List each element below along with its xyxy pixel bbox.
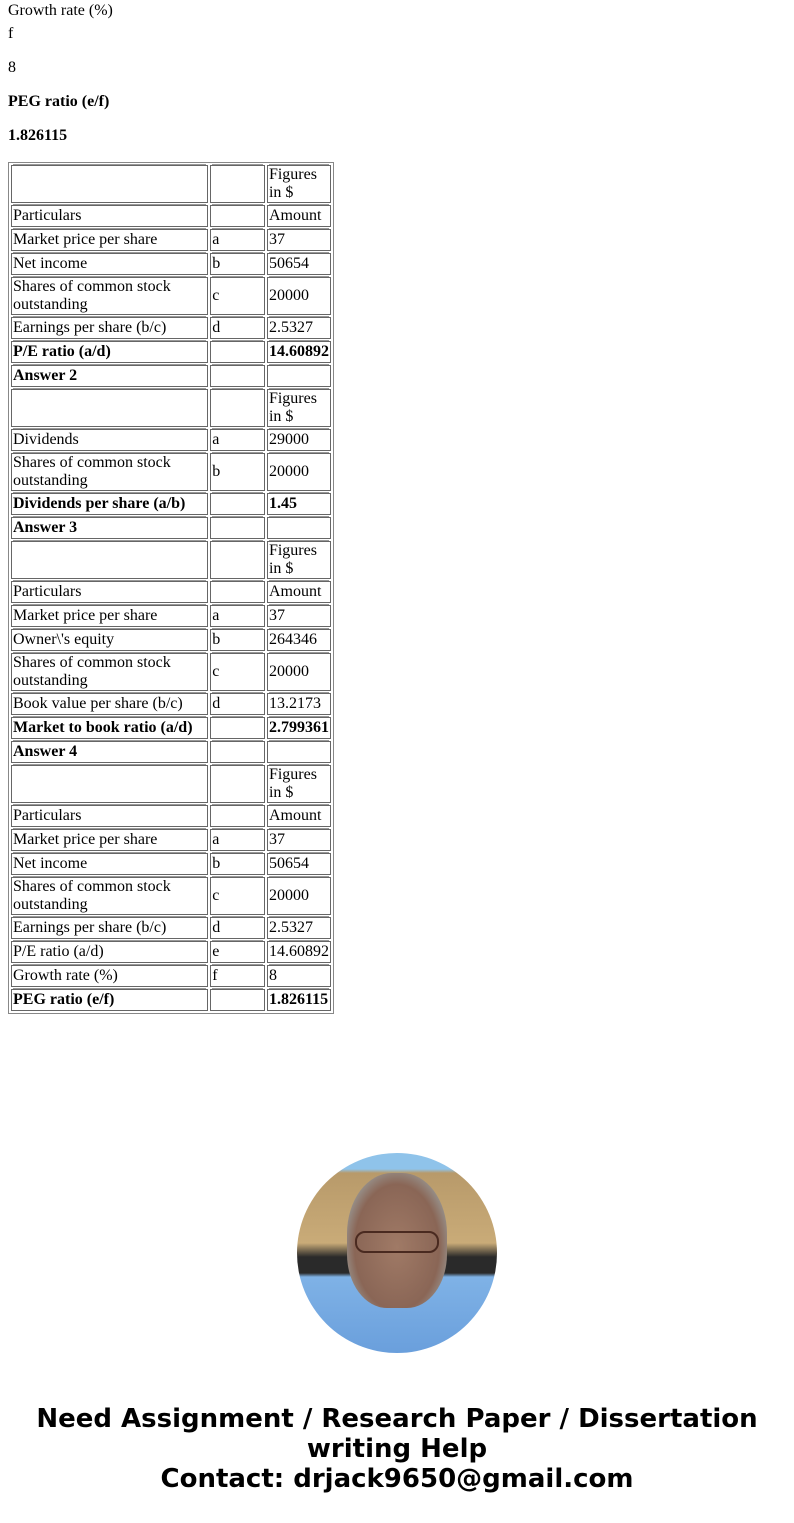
author-avatar [297, 1153, 497, 1353]
label-cell [210, 389, 265, 427]
particulars-cell: Answer 2 [11, 365, 208, 387]
table-row [11, 877, 331, 915]
label-cell: f [210, 965, 265, 987]
amount-cell: Figures in $ [267, 541, 331, 579]
amount-cell: 37 [267, 605, 331, 627]
text-line: Growth rate (%) [8, 2, 113, 19]
table-row [11, 941, 331, 963]
amount-cell: 14.60892 [267, 341, 331, 363]
amount-cell: 2.5327 [267, 317, 331, 339]
label-cell [210, 341, 265, 363]
particulars-cell [11, 389, 208, 427]
amount-cell: 1.826115 [267, 989, 331, 1011]
label-cell [210, 765, 265, 803]
label-cell: a [210, 829, 265, 851]
amount-cell: 20000 [267, 277, 331, 315]
table-row [11, 917, 331, 939]
table-row [11, 253, 331, 275]
label-cell: d [210, 317, 265, 339]
label-cell: c [210, 653, 265, 691]
amount-cell: 13.2173 [267, 693, 331, 715]
table-row [11, 853, 331, 875]
table-row [11, 205, 331, 227]
amount-cell: 1.45 [267, 493, 331, 515]
text-line: f [8, 25, 14, 42]
amount-cell [267, 517, 331, 539]
amount-cell: 37 [267, 829, 331, 851]
label-cell [210, 717, 265, 739]
table-row [11, 653, 331, 691]
table-row [11, 765, 331, 803]
text-line: 8 [8, 59, 16, 76]
label-cell: a [210, 229, 265, 251]
label-cell: b [210, 629, 265, 651]
table-row [11, 629, 331, 651]
particulars-cell: Dividends per share (a/b) [11, 493, 208, 515]
particulars-cell: Book value per share (b/c) [11, 693, 208, 715]
amount-cell: 20000 [267, 453, 331, 491]
label-cell [210, 493, 265, 515]
particulars-cell: P/E ratio (a/d) [11, 341, 208, 363]
label-cell: b [210, 453, 265, 491]
text-line: 1.826115 [8, 127, 68, 144]
particulars-cell: Shares of common stock outstanding [11, 277, 208, 315]
particulars-cell: Owner\'s equity [11, 629, 208, 651]
particulars-cell: Earnings per share (b/c) [11, 317, 208, 339]
particulars-cell [11, 541, 208, 579]
label-cell: b [210, 253, 265, 275]
particulars-cell: Market to book ratio (a/d) [11, 717, 208, 739]
amount-cell: Amount [267, 205, 331, 227]
label-cell [210, 517, 265, 539]
footer-help-text: Need Assignment / Research Paper / Dissertation writing Help [36, 1404, 758, 1464]
particulars-cell: PEG ratio (e/f) [11, 989, 208, 1011]
amount-cell: 50654 [267, 253, 331, 275]
table-row [11, 429, 331, 451]
table-row [11, 741, 331, 763]
table-row [11, 365, 331, 387]
label-cell: d [210, 917, 265, 939]
label-cell [210, 989, 265, 1011]
table-row [11, 493, 331, 515]
table-row [11, 229, 331, 251]
table-row [11, 581, 331, 603]
particulars-cell: Earnings per share (b/c) [11, 917, 208, 939]
label-cell [210, 165, 265, 203]
amount-cell: Amount [267, 581, 331, 603]
particulars-cell: P/E ratio (a/d) [11, 941, 208, 963]
particulars-cell [11, 165, 208, 203]
amount-cell: 50654 [267, 853, 331, 875]
label-cell: c [210, 277, 265, 315]
label-cell [210, 581, 265, 603]
label-cell: a [210, 605, 265, 627]
text-line: PEG ratio (e/f) [8, 93, 110, 110]
particulars-cell: Market price per share [11, 229, 208, 251]
label-cell: e [210, 941, 265, 963]
particulars-cell: Particulars [11, 205, 208, 227]
table-row [11, 805, 331, 827]
glasses-image [355, 1231, 439, 1253]
particulars-cell: Shares of common stock outstanding [11, 653, 208, 691]
label-cell: b [210, 853, 265, 875]
particulars-cell: Particulars [11, 581, 208, 603]
label-cell [210, 205, 265, 227]
amount-cell: Figures in $ [267, 165, 331, 203]
table-row [11, 517, 331, 539]
footer-contact-email[interactable]: Contact: drjack9650@gmail.com [160, 1464, 634, 1494]
particulars-cell: Shares of common stock outstanding [11, 453, 208, 491]
answer-text [8, 25, 109, 161]
particulars-cell: Particulars [11, 805, 208, 827]
particulars-cell: Net income [11, 253, 208, 275]
table-row [11, 317, 331, 339]
table-row [11, 717, 331, 739]
particulars-cell: Shares of common stock outstanding [11, 877, 208, 915]
amount-cell: Figures in $ [267, 389, 331, 427]
amount-cell: 37 [267, 229, 331, 251]
table-row [11, 829, 331, 851]
amount-cell: 2.5327 [267, 917, 331, 939]
table-row [11, 277, 331, 315]
amount-cell [267, 365, 331, 387]
label-cell [210, 741, 265, 763]
table-row [11, 989, 331, 1011]
table-row [11, 389, 331, 427]
amount-cell: 29000 [267, 429, 331, 451]
particulars-cell: Answer 3 [11, 517, 208, 539]
particulars-cell: Dividends [11, 429, 208, 451]
particulars-cell: Growth rate (%) [11, 965, 208, 987]
amount-cell: 264346 [267, 629, 331, 651]
amount-cell: 14.60892 [267, 941, 331, 963]
table-row [11, 341, 331, 363]
ratio-table [8, 162, 334, 1014]
table-row [11, 965, 331, 987]
amount-cell: 8 [267, 965, 331, 987]
label-cell [210, 805, 265, 827]
table-row [11, 693, 331, 715]
amount-cell: 20000 [267, 877, 331, 915]
footer-contact [0, 1404, 794, 1494]
amount-cell: 2.799361 [267, 717, 331, 739]
label-cell: d [210, 693, 265, 715]
label-cell: a [210, 429, 265, 451]
label-cell [210, 365, 265, 387]
label-cell: c [210, 877, 265, 915]
amount-cell [267, 741, 331, 763]
amount-cell: Amount [267, 805, 331, 827]
table-row [11, 541, 331, 579]
amount-cell: Figures in $ [267, 765, 331, 803]
table-row [11, 453, 331, 491]
particulars-cell: Answer 4 [11, 741, 208, 763]
particulars-cell: Net income [11, 853, 208, 875]
label-cell [210, 541, 265, 579]
particulars-cell: Market price per share [11, 829, 208, 851]
particulars-cell: Market price per share [11, 605, 208, 627]
table-row [11, 605, 331, 627]
particulars-cell [11, 765, 208, 803]
amount-cell: 20000 [267, 653, 331, 691]
table-row [11, 165, 331, 203]
